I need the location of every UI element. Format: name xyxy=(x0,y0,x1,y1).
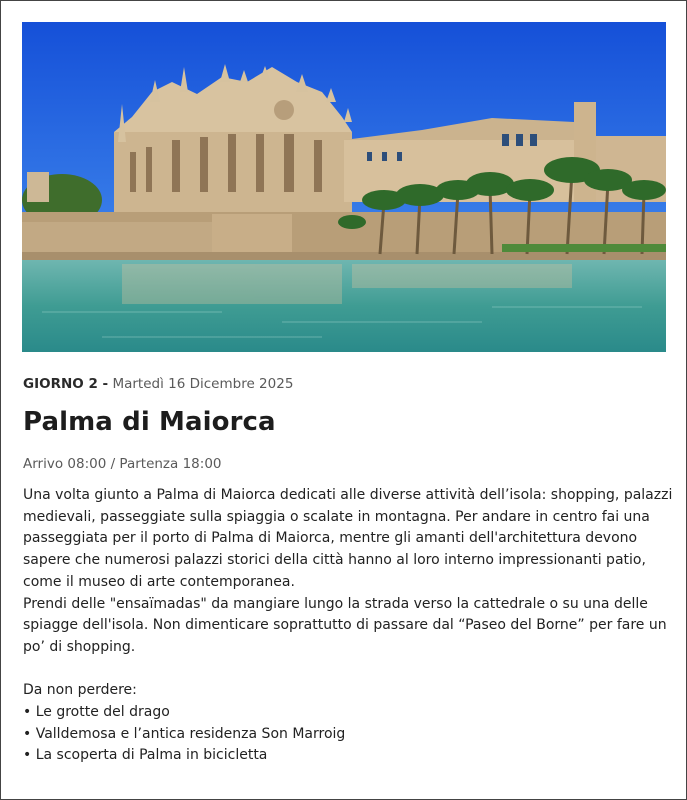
page-title: Palma di Maiorca xyxy=(23,407,276,437)
description xyxy=(23,485,673,767)
highlights-list xyxy=(23,702,673,767)
description-paragraph: Una volta giunto a Palma di Maiorca dedicati alle diverse attività dell’isola: shopping, palazzi medievali, passeggiate sulla spiaggia o scalate in montagna. Per andare in centro fai una passeggiata per il porto di Palma di Maiorca, mentre gli amanti dell'architettura devono sapere che numerosi palazzi storici della città hanno al loro interno impressionanti patio, come il museo di arte contemporanea. xyxy=(23,487,673,590)
description-paragraph: Prendi delle "ensaïmadas" da mangiare lungo la strada verso la cattedrale o su una delle spiagge dell'isola. Non dimenticare soprattutto di passare dal “Paseo del Borne” per fare un po’ di shopping. xyxy=(23,595,667,655)
day-date: Martedì 16 Dicembre 2025 xyxy=(112,376,294,392)
day-date-line xyxy=(23,376,293,392)
highlights-heading: Da non perdere: xyxy=(23,682,137,699)
list-item: • Le grotte del drago xyxy=(23,702,673,724)
spacer xyxy=(23,659,673,681)
arrival-departure-times: Arrivo 08:00 / Partenza 18:00 xyxy=(23,456,222,472)
list-item: • Valldemosa e l’antica residenza Son Marroig xyxy=(23,724,673,746)
cathedral-harbor-photo xyxy=(22,22,666,352)
list-item: • La scoperta di Palma in bicicletta xyxy=(23,745,673,767)
day-label: GIORNO 2 - xyxy=(23,376,109,392)
